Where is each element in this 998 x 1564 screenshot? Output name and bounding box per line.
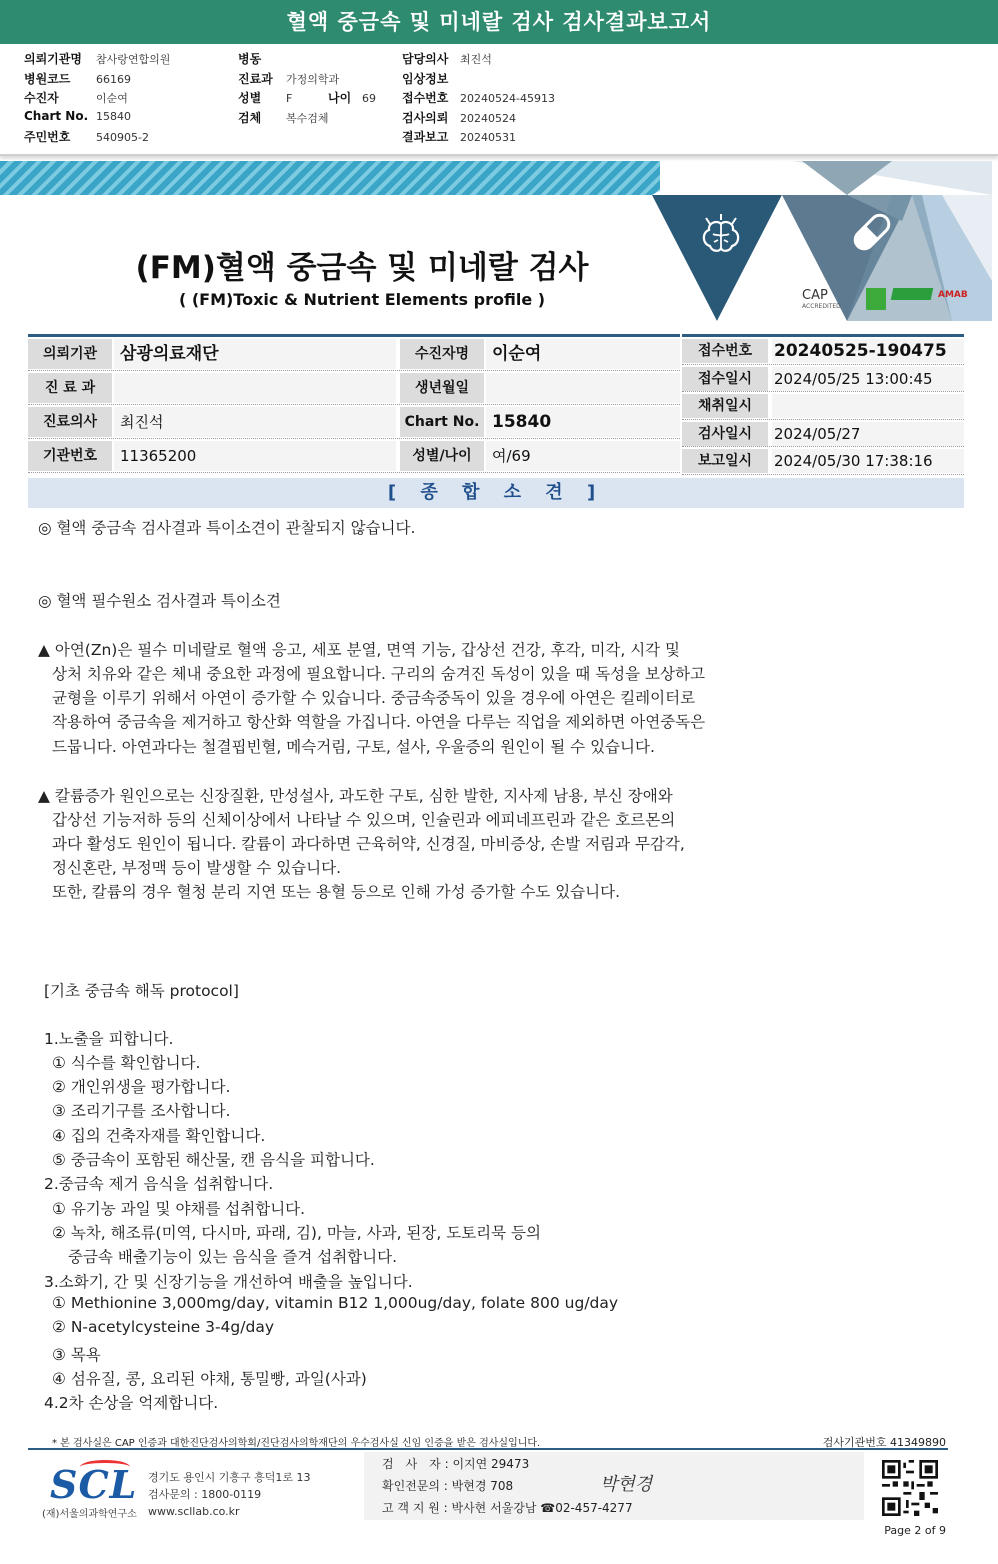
lab-contact bbox=[148, 1469, 311, 1520]
table-row bbox=[682, 447, 964, 475]
info-value: F bbox=[286, 92, 293, 105]
receipt-value: 2024/05/30 17:38:16 bbox=[772, 449, 964, 473]
protocol-line: 3.소화기, 간 및 신장기능을 개선하여 배출을 높입니다. bbox=[44, 1273, 413, 1291]
info-value: 20240524 bbox=[460, 111, 516, 125]
inst-no-label: 기관번호 bbox=[28, 441, 112, 471]
capsule-icon bbox=[846, 206, 898, 258]
sex-age-label: 성별/나이 bbox=[400, 441, 484, 471]
protocol-line: 2.중금속 제거 음식을 섭취합니다. bbox=[44, 1175, 274, 1193]
summary-line: 정신혼란, 부정맥 등이 발생할 수 있습니다. bbox=[52, 859, 342, 877]
lab-name: (재)서울의과학연구소 bbox=[42, 1509, 137, 1520]
table-row bbox=[682, 392, 964, 420]
protocol-line: ① Methionine 3,000mg/day, vitamin B12 1,000ug/day, folate 800 ug/day bbox=[52, 1294, 619, 1312]
receipt-label: 채취일시 bbox=[682, 394, 768, 418]
info-label: 의뢰기관명 bbox=[24, 52, 82, 66]
signature: 박현경 bbox=[600, 1474, 653, 1495]
receipt-label: 접수일시 bbox=[682, 367, 768, 391]
name-label: 수진자명 bbox=[400, 339, 484, 369]
dept-label: 진 료 과 bbox=[28, 373, 112, 403]
info-value: 15840 bbox=[96, 109, 131, 123]
lab-website[interactable]: www.scllab.co.kr bbox=[148, 1505, 240, 1518]
institution-label: 의뢰기관 bbox=[28, 339, 112, 369]
protocol-line: ⑤ 중금속이 포함된 해산물, 캔 음식을 피합니다. bbox=[52, 1151, 375, 1169]
summary-line: ◎ 혈액 필수원소 검사결과 특이소견 bbox=[38, 592, 281, 610]
birth-value bbox=[486, 373, 680, 403]
lab-phone: 검사문의 : 1800-0119 bbox=[148, 1488, 262, 1501]
scl-logo: SCL bbox=[50, 1462, 138, 1507]
table-row bbox=[682, 420, 964, 448]
protocol-line: 중금속 배출기능이 있는 음식을 즐겨 섭취합니다. bbox=[68, 1248, 398, 1266]
summary-header: [ 종 합 소 견 ] bbox=[28, 478, 964, 508]
cap-badge-sub: ACCREDITED bbox=[802, 303, 841, 310]
doctor-label: 진료의사 bbox=[28, 407, 112, 437]
info-label: 병원코드 bbox=[24, 71, 71, 86]
lab-address: 경기도 용인시 기흥구 흥덕1로 13 bbox=[148, 1471, 311, 1484]
info-label: 담당의사 bbox=[402, 52, 449, 66]
summary-line: ▲ 아연(Zn)은 필수 미네랄로 혈액 응고, 세포 분열, 면역 기능, 갑상선 건강, 후각, 미각, 시각 및 bbox=[38, 641, 681, 659]
info-label: 검사의뢰 bbox=[402, 110, 449, 125]
receipt-info-table bbox=[682, 334, 964, 475]
birth-label: 생년월일 bbox=[400, 373, 484, 403]
info-value: 20240531 bbox=[460, 131, 516, 144]
cap-badge bbox=[802, 288, 841, 310]
table-row bbox=[682, 337, 964, 365]
name-value: 이순여 bbox=[486, 339, 680, 369]
amab-badge: AMAB bbox=[938, 290, 968, 300]
qr-code-icon bbox=[882, 1460, 938, 1516]
protocol-line: ③ 목욕 bbox=[52, 1346, 101, 1364]
chart-value: 15840 bbox=[486, 407, 680, 437]
info-label: 수진자 bbox=[24, 91, 59, 105]
info-label: 나이 bbox=[328, 91, 352, 105]
decorative-stripe-band bbox=[0, 161, 660, 195]
summary-line: 작용하여 중금속을 제거하고 항산화 역할을 가집니다. 아연을 다루는 직업을 제외하면 아연중독은 bbox=[52, 713, 706, 731]
protocol-line: 1.노출을 피합니다. bbox=[44, 1030, 174, 1048]
receipt-label: 접수번호 bbox=[682, 339, 768, 363]
summary-line: 과다 활성도 원인이 됩니다. 칼륨이 과다하면 근육허약, 신경질, 마비증상, 손발 저림과 무감각, bbox=[52, 835, 685, 853]
inst-no-value: 11365200 bbox=[114, 441, 396, 471]
info-value: 최진석 bbox=[460, 53, 492, 66]
info-label: 병동 bbox=[238, 52, 262, 66]
receipt-value: 2024/05/27 bbox=[772, 422, 964, 446]
protocol-line: ③ 조리기구를 조사합니다. bbox=[52, 1102, 231, 1120]
receipt-value bbox=[772, 394, 964, 418]
info-column-2 bbox=[238, 50, 376, 128]
receipt-value: 20240525-190475 bbox=[772, 339, 964, 363]
receipt-value: 2024/05/25 13:00:45 bbox=[772, 367, 964, 391]
summary-line: ◎ 혈액 중금속 검사결과 특이소견이 관찰되지 않습니다. bbox=[38, 519, 416, 537]
sex-age-value: 여/69 bbox=[486, 441, 680, 471]
page-subtitle: ( (FM)Toxic & Nutrient Elements profile ) bbox=[178, 290, 546, 309]
specialist: 확인전문의 : 박현경 708 bbox=[382, 1479, 514, 1493]
info-label: 진료과 bbox=[238, 71, 273, 86]
table-row bbox=[28, 371, 680, 405]
info-value: 가정의학과 bbox=[286, 72, 340, 86]
chart-label: Chart No. bbox=[400, 407, 484, 437]
receipt-label: 보고일시 bbox=[682, 449, 768, 473]
info-value: 복수검체 bbox=[286, 111, 329, 125]
info-label: 결과보고 bbox=[402, 130, 449, 144]
summary-line: ▲ 칼륨증가 원인으로는 신장질환, 만성설사, 과도한 구토, 심한 발한, 지사제 남용, 부신 장애와 bbox=[38, 787, 673, 805]
scl-logo-swoosh-icon bbox=[80, 1460, 130, 1474]
info-value: 20240524-45913 bbox=[460, 92, 555, 105]
receipt-label: 검사일시 bbox=[682, 422, 768, 446]
doctor-value: 최진석 bbox=[114, 407, 396, 437]
page-title: (FM)혈액 중금속 및 미네랄 검사 bbox=[135, 250, 589, 286]
footer-divider bbox=[28, 1448, 948, 1450]
accreditation-note: * 본 검사실은 CAP 인증과 대한진단검사의학회/진단검사의학재단의 우수검사실 신임 인증을 받은 검사실입니다. bbox=[52, 1438, 541, 1449]
info-label: 접수번호 bbox=[402, 91, 449, 105]
report-title: 혈액 중금속 및 미네랄 검사 검사결과보고서 bbox=[0, 0, 998, 44]
info-column-3 bbox=[402, 50, 555, 148]
summary-line: 상처 치유와 같은 체내 중요한 과정에 필요합니다. 구리의 숨겨진 독성이 있을 때 독성을 보상하고 bbox=[52, 665, 705, 683]
protocol-line: ② N-acetylcysteine 3-4g/day bbox=[52, 1318, 274, 1336]
protocol-line: ④ 섬유질, 콩, 요리된 야채, 통밀빵, 과일(사과) bbox=[52, 1370, 367, 1388]
info-label: 주민번호 bbox=[24, 130, 71, 144]
protocol-line: ④ 집의 건축자재를 확인합니다. bbox=[52, 1127, 266, 1145]
dept-value bbox=[114, 373, 396, 403]
institution-value: 삼광의료재단 bbox=[114, 339, 396, 369]
info-label: 성별 bbox=[238, 91, 262, 105]
summary-line: 균형을 이루기 위해서 아연이 증가할 수 있습니다. 중금속중독이 있을 경우에 아연은 킬레이터로 bbox=[52, 689, 696, 707]
table-row bbox=[28, 405, 680, 439]
customer-support: 고 객 지 원 : 박사현 서울강남 ☎02-457-4277 bbox=[382, 1501, 633, 1515]
patient-info-table bbox=[28, 334, 680, 473]
report-info-block bbox=[0, 44, 998, 156]
info-value: 참사랑연합의원 bbox=[96, 53, 171, 66]
protocol-line: ① 식수를 확인합니다. bbox=[52, 1054, 201, 1072]
table-row bbox=[28, 337, 680, 371]
protocol-line: ② 개인위생을 평가합니다. bbox=[52, 1078, 231, 1096]
summary-line: 드뭅니다. 아연과다는 철결핍빈혈, 메슥거림, 구토, 설사, 우울증의 원인이 될 수 있습니다. bbox=[52, 738, 655, 756]
lab-number: 검사기관번호 41349890 bbox=[822, 1436, 946, 1449]
table-row bbox=[28, 439, 680, 473]
lm-logo-icon bbox=[866, 288, 886, 310]
summary-line: 또한, 칼륨의 경우 혈청 분리 지연 또는 용혈 등으로 인해 가성 증가할 수도 있습니다. bbox=[52, 883, 621, 901]
protocol-line: ② 녹차, 해조류(미역, 다시마, 파래, 김), 마늘, 사과, 된장, 도토리묵 등의 bbox=[52, 1224, 542, 1242]
info-value: 66169 bbox=[96, 72, 131, 86]
info-value: 540905-2 bbox=[96, 131, 149, 144]
summary-line: 갑상선 기능저하 등의 신체이상에서 나타날 수 있으며, 인슐린과 에피네프린과 같은 호르몬의 bbox=[52, 811, 676, 829]
page-number: Page 2 of 9 bbox=[884, 1524, 946, 1537]
protocol-title: [기초 중금속 해독 protocol] bbox=[44, 982, 239, 1000]
info-value: 이순여 bbox=[96, 92, 128, 105]
info-label: Chart No. bbox=[24, 108, 89, 123]
info-column-1 bbox=[24, 50, 170, 148]
info-value: 69 bbox=[362, 92, 376, 105]
protocol-line: 4.2차 손상을 억제합니다. bbox=[44, 1394, 219, 1412]
examiner: 검 사 자 : 이지연 29473 bbox=[382, 1457, 530, 1471]
protocol-line: ① 유기농 과일 및 야채를 섭취합니다. bbox=[52, 1200, 306, 1218]
info-label: 임상정보 bbox=[402, 71, 449, 86]
info-label: 검체 bbox=[238, 110, 262, 125]
cap-badge-label: CAP bbox=[802, 288, 828, 303]
ena-logo-icon bbox=[891, 288, 934, 300]
table-row bbox=[682, 365, 964, 393]
